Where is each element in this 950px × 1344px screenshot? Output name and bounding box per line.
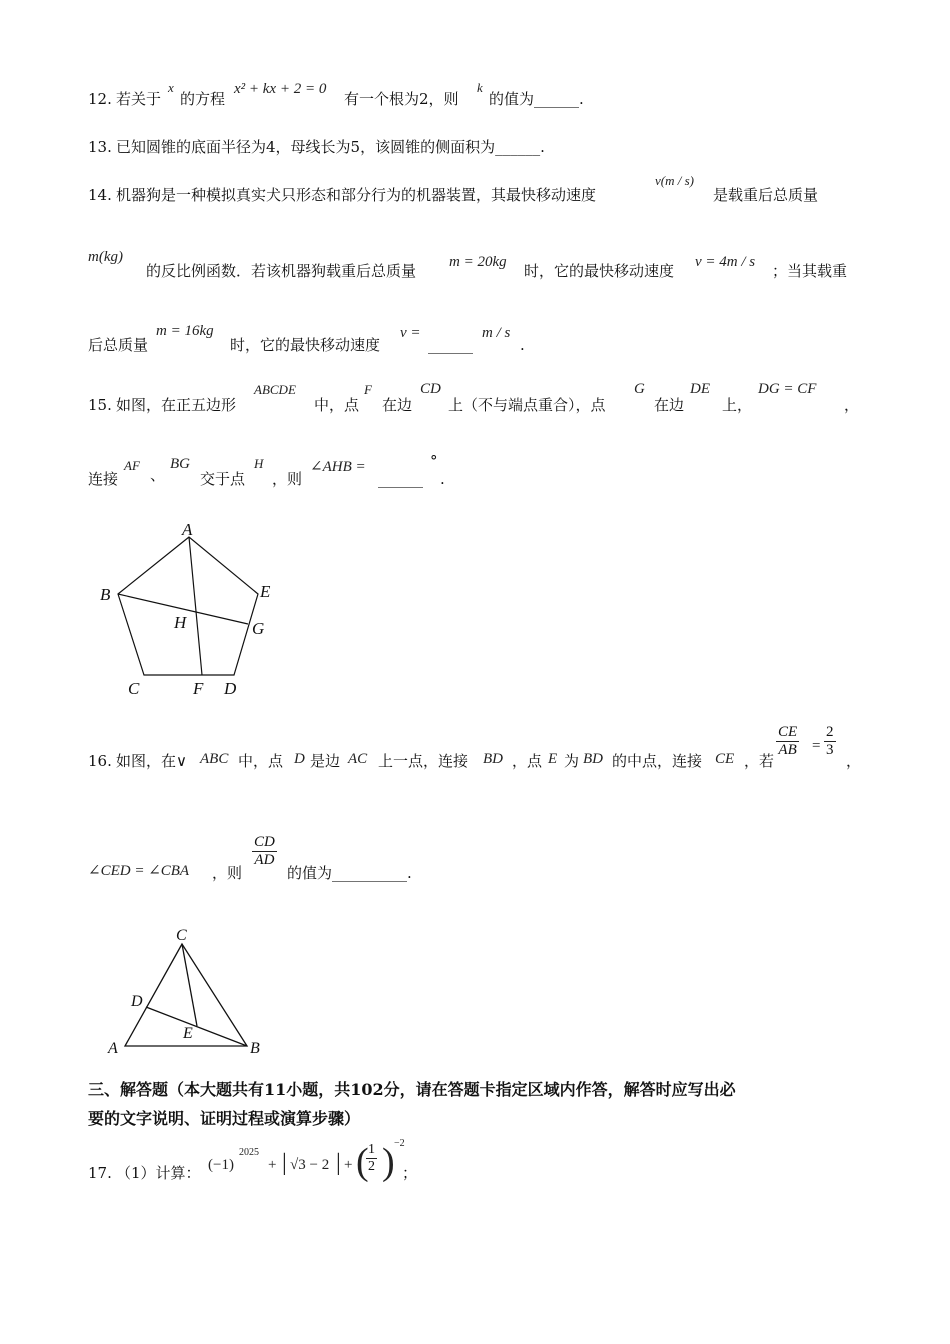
q16-frac1-num: CE <box>778 724 798 740</box>
q15-number: 15. <box>88 396 112 414</box>
triangle-figure <box>100 920 280 1060</box>
q14-text-2: 是载重后总质量 <box>713 186 819 204</box>
segment-bd <box>146 1007 247 1046</box>
q15-text-7: 连接 <box>88 470 119 488</box>
q16-text-4: 上一点，连接 <box>378 752 469 770</box>
q15-answer-blank: ______ <box>378 470 423 488</box>
label-b: B <box>100 585 111 604</box>
q14-ms-unit: m / s <box>482 325 511 341</box>
section-3-line-2: 要的文字说明、证明过程或演算步骤） <box>88 1109 361 1128</box>
q17-exponent-2025: 2025 <box>239 1147 259 1158</box>
q12-equation: x² + kx + 2 = 0 <box>234 81 327 97</box>
q16-point-e: E <box>548 751 558 767</box>
q13-number: 13. <box>88 138 112 156</box>
q16-side-ac: AC <box>348 751 368 767</box>
q15-side-de: DE <box>690 381 710 397</box>
q14-text-4: 时，它的最快移动速度 <box>524 262 675 280</box>
label-c: C <box>128 679 140 698</box>
q16-triangle-abc: ABC <box>200 751 229 767</box>
q17-abs-content: √3 − 2 <box>290 1157 330 1173</box>
label-e: E <box>183 1025 193 1042</box>
label-a: A <box>182 520 193 539</box>
q12-text-3: 有一个根为2，则 <box>344 90 459 108</box>
q14-text-3: 的反比例函数．若该机器狗载重后总质量 <box>146 262 417 280</box>
q14-mass-20: m = 20kg <box>449 254 507 270</box>
q16-fraction-cd-ad <box>252 834 277 869</box>
q12-var-k: k <box>477 80 483 95</box>
pentagon-figure <box>90 520 290 700</box>
q16-text-9: ，则 <box>212 864 243 882</box>
q15-point-f: F <box>364 382 372 397</box>
pentagon-outline <box>118 537 258 675</box>
q15-point-g: G <box>634 381 645 397</box>
q16-angle-equality: ∠CED = ∠CBA <box>88 863 190 879</box>
q17-plus-2: + <box>344 1157 353 1173</box>
q14-text-7: 时，它的最快移动速度 <box>230 336 381 354</box>
q14-number: 14. <box>88 186 112 204</box>
label-d: D <box>224 679 237 698</box>
q17-exponent-neg2: −2 <box>394 1138 405 1149</box>
q15-side-cd: CD <box>420 381 441 397</box>
q17-half-num: 1 <box>368 1142 375 1157</box>
q14-end: . <box>520 336 525 354</box>
q15-text-5: 在边 <box>654 396 685 414</box>
q15-segment-af: AF <box>124 458 140 473</box>
q12-text-4: 的值为______. <box>489 90 584 108</box>
q14-mass-unit: m(kg) <box>88 249 123 265</box>
q12-text-1: 若关于 <box>116 90 162 108</box>
q17-end: ； <box>402 1164 418 1182</box>
q17-text-1: （1）计算： <box>116 1164 201 1182</box>
q17-fraction-half <box>366 1142 377 1175</box>
q16-text-2: 中，点 <box>238 752 284 770</box>
q17-abs-right-bar: | <box>336 1150 341 1176</box>
q15-text-3: 在边 <box>382 396 413 414</box>
q15-angle-ahb: ∠AHB = <box>310 459 366 475</box>
q14-velocity-unit: v(m / s) <box>655 173 694 188</box>
q15-text-10: ，则 <box>272 470 303 488</box>
label-b: B <box>250 1040 260 1057</box>
label-d: D <box>131 993 143 1010</box>
label-h: H <box>174 613 187 632</box>
q15-text-1: 如图，在正五边形 <box>116 396 237 414</box>
section-3-line-1: 三、解答题（本大题共有11小题，共102分，请在答题卡指定区域内作答，解答时应写出必 <box>88 1080 736 1099</box>
q15-text-8: 、 <box>150 466 166 484</box>
q15-segment-bg: BG <box>170 456 190 472</box>
q16-number: 16. <box>88 752 112 770</box>
q15-text-4: 上（不与端点重合），点 <box>448 396 606 414</box>
q16-frac1-den: AB <box>778 742 797 758</box>
q17-paren-left: ( <box>356 1141 369 1183</box>
q14-text-1: 机器狗是一种模拟真实犬只形态和部分行为的机器装置，其最快移动速度 <box>116 186 597 204</box>
q14-mass-16: m = 16kg <box>156 323 214 339</box>
q15-comma: ， <box>844 396 860 414</box>
q17-abs-left-bar: | <box>282 1150 287 1176</box>
q14-text-6: 后总质量 <box>88 336 149 354</box>
q15-text-9: 交于点 <box>200 470 246 488</box>
q16-text-10: 的值为__________. <box>287 864 412 882</box>
q16-segment-ce: CE <box>715 751 735 767</box>
q16-comma: ， <box>846 752 862 770</box>
q16-point-d: D <box>294 751 305 767</box>
q15-text-6: 上， <box>722 396 753 414</box>
q17-half-den: 2 <box>368 1159 375 1174</box>
q16-frac3-num: CD <box>254 834 275 850</box>
q13-text: 已知圆锥的底面半径为4，母线长为5，该圆锥的侧面积为______. <box>116 138 545 156</box>
q16-text-7: 的中点，连接 <box>612 752 703 770</box>
q16-fraction-2-3 <box>824 724 836 759</box>
q15-degree: ° <box>430 452 438 470</box>
q12-text-2: 的方程 <box>180 90 226 108</box>
q12-var-x: x <box>168 80 174 95</box>
q16-frac2-num: 2 <box>826 724 834 740</box>
q14-text-5: ；当其载重 <box>772 262 848 280</box>
q15-end: . <box>440 470 445 488</box>
q17-number: 17. <box>88 1164 112 1182</box>
q15-point-h: H <box>254 456 264 471</box>
q16-text-3: 是边 <box>310 752 341 770</box>
q16-frac2-den: 3 <box>826 742 834 758</box>
q15-pentagon-name: ABCDE <box>254 382 296 397</box>
label-a: A <box>108 1040 118 1057</box>
q12-number: 12. <box>88 90 112 108</box>
q17-neg-one: (−1) <box>208 1157 234 1173</box>
q16-segment-bd-2: BD <box>583 751 603 767</box>
q14-answer-blank: ______ <box>428 336 473 354</box>
q15-dg-cf: DG = CF <box>758 381 817 397</box>
q14-velocity-4: v = 4m / s <box>695 254 756 270</box>
q16-text-5: ，点 <box>512 752 543 770</box>
q16-text-6: 为 <box>564 752 580 770</box>
q16-text-8: ，若 <box>744 752 775 770</box>
label-c: C <box>176 927 187 944</box>
q16-segment-bd: BD <box>483 751 503 767</box>
q16-frac3-den: AD <box>254 852 275 868</box>
q17-plus-1: + <box>268 1157 277 1173</box>
label-g: G <box>252 619 265 638</box>
label-f: F <box>193 679 204 698</box>
label-e: E <box>260 582 271 601</box>
q16-fraction-ce-ab <box>776 724 799 759</box>
q16-equals: = <box>812 738 821 754</box>
q15-text-2: 中，点 <box>314 396 360 414</box>
q16-text-1: 如图，在∨ <box>116 752 187 770</box>
q14-v-equals: v = <box>400 325 421 341</box>
q17-paren-right: ) <box>382 1141 395 1183</box>
segment-af <box>189 537 202 675</box>
